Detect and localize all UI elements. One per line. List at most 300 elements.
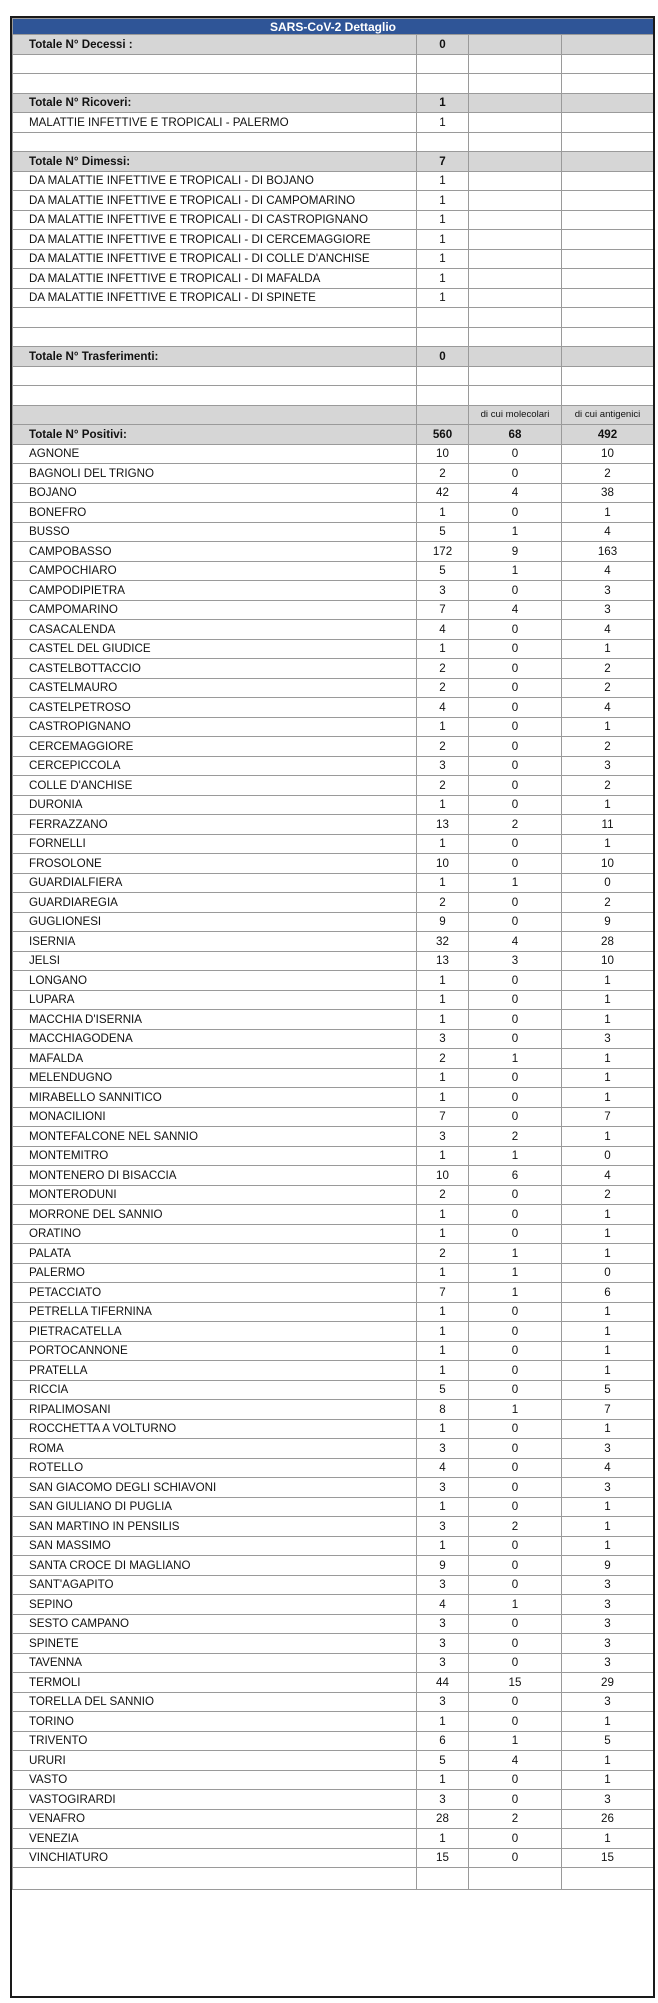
dimessi-item-value: 1	[417, 288, 469, 308]
empty-cell	[417, 1868, 469, 1890]
molecolari-count: 0	[469, 990, 562, 1010]
molecolari-count: 1	[469, 1049, 562, 1069]
molecolari-count: 0	[469, 1634, 562, 1654]
comune-name: MONTENERO DI BISACCIA	[13, 1166, 417, 1186]
empty-cell	[562, 54, 654, 74]
antigenici-count: 1	[562, 1127, 654, 1147]
antigenici-count: 3	[562, 581, 654, 601]
positivi-count: 1	[417, 1010, 469, 1030]
antigenici-count: 4	[562, 522, 654, 542]
empty-cell	[562, 249, 654, 269]
empty-cell	[417, 405, 469, 425]
comune-name: MACCHIA D'ISERNIA	[13, 1010, 417, 1030]
positivi-count: 3	[417, 1575, 469, 1595]
antigenici-count: 1	[562, 1361, 654, 1381]
antigenici-count: 3	[562, 600, 654, 620]
comune-name: VENEZIA	[13, 1829, 417, 1849]
empty-cell	[562, 386, 654, 406]
empty-cell	[469, 1868, 562, 1890]
comune-name: ISERNIA	[13, 932, 417, 952]
molecolari-count: 2	[469, 815, 562, 835]
molecolari-count: 0	[469, 659, 562, 679]
antigenici-count: 3	[562, 1029, 654, 1049]
positivi-label: Totale N° Positivi:	[13, 425, 417, 445]
antigenici-count: 2	[562, 659, 654, 679]
comune-name: VINCHIATURO	[13, 1848, 417, 1868]
comune-name: BOJANO	[13, 483, 417, 503]
table-body	[13, 19, 654, 1890]
table-row	[13, 717, 654, 737]
molecolari-count: 0	[469, 581, 562, 601]
table-row	[13, 1497, 654, 1517]
blank-row	[13, 1868, 654, 1890]
empty-cell	[417, 132, 469, 152]
empty-cell	[562, 366, 654, 386]
empty-cell	[562, 308, 654, 328]
positivi-count: 1	[417, 795, 469, 815]
molecolari-count: 0	[469, 1653, 562, 1673]
comune-name: URURI	[13, 1751, 417, 1771]
positivi-count: 7	[417, 600, 469, 620]
table-row	[13, 581, 654, 601]
antigenici-count: 3	[562, 1595, 654, 1615]
comune-name: MONTEFALCONE NEL SANNIO	[13, 1127, 417, 1147]
trasferimenti-value: 0	[417, 347, 469, 367]
empty-cell	[562, 191, 654, 211]
antigenici-count: 1	[562, 1751, 654, 1771]
molecolari-count: 0	[469, 1497, 562, 1517]
molecolari-count: 1	[469, 1595, 562, 1615]
empty-cell	[562, 93, 654, 113]
antigenici-count: 2	[562, 776, 654, 796]
positivi-antigenici: 492	[562, 425, 654, 445]
ricoveri-total-row	[13, 93, 654, 113]
antigenici-count: 7	[562, 1107, 654, 1127]
comune-name: TERMOLI	[13, 1673, 417, 1693]
empty-cell	[562, 171, 654, 191]
empty-cell	[13, 327, 417, 347]
antigenici-count: 1	[562, 1770, 654, 1790]
table-row	[13, 1790, 654, 1810]
molecolari-count: 1	[469, 873, 562, 893]
empty-cell	[13, 308, 417, 328]
comune-name: ROTELLO	[13, 1458, 417, 1478]
positivi-count: 5	[417, 522, 469, 542]
comune-name: RICCIA	[13, 1380, 417, 1400]
positivi-count: 1	[417, 1770, 469, 1790]
molecolari-count: 0	[469, 756, 562, 776]
positivi-count: 1	[417, 1088, 469, 1108]
comune-name: CAMPODIPIETRA	[13, 581, 417, 601]
antigenici-count: 2	[562, 893, 654, 913]
table-row	[13, 1244, 654, 1264]
antigenici-count: 3	[562, 1614, 654, 1634]
empty-cell	[562, 327, 654, 347]
empty-cell	[469, 152, 562, 172]
positivi-count: 172	[417, 542, 469, 562]
positivi-count: 1	[417, 990, 469, 1010]
empty-cell	[469, 386, 562, 406]
antigenici-count: 15	[562, 1848, 654, 1868]
blank-row	[13, 386, 654, 406]
table-row	[13, 1341, 654, 1361]
dimessi-item-name: DA MALATTIE INFETTIVE E TROPICALI - DI SPINETE	[13, 288, 417, 308]
comune-name: CASTELPETROSO	[13, 698, 417, 718]
table-row	[13, 1068, 654, 1088]
empty-cell	[562, 210, 654, 230]
antigenici-count: 3	[562, 1692, 654, 1712]
comune-name: ROMA	[13, 1439, 417, 1459]
antigenici-count: 4	[562, 1166, 654, 1186]
positivi-count: 1	[417, 717, 469, 737]
molecolari-count: 2	[469, 1809, 562, 1829]
antigenici-count: 1	[562, 1224, 654, 1244]
decessi-total-row	[13, 35, 654, 55]
table-row	[13, 1770, 654, 1790]
positivi-count: 1	[417, 1322, 469, 1342]
comune-name: LONGANO	[13, 971, 417, 991]
antigenici-count: 1	[562, 1517, 654, 1537]
table-row	[13, 1731, 654, 1751]
empty-cell	[562, 230, 654, 250]
antigenici-count: 10	[562, 854, 654, 874]
table-row	[13, 1634, 654, 1654]
molecolari-count: 0	[469, 1302, 562, 1322]
molecolari-count: 0	[469, 1010, 562, 1030]
empty-cell	[417, 308, 469, 328]
positivi-count: 15	[417, 1848, 469, 1868]
dimessi-item-name: DA MALATTIE INFETTIVE E TROPICALI - DI CASTROPIGNANO	[13, 210, 417, 230]
empty-cell	[469, 308, 562, 328]
dimessi-item-value: 1	[417, 269, 469, 289]
comune-name: PRATELLA	[13, 1361, 417, 1381]
comune-name: PORTOCANNONE	[13, 1341, 417, 1361]
comune-name: FROSOLONE	[13, 854, 417, 874]
table-row	[13, 932, 654, 952]
empty-cell	[469, 132, 562, 152]
positivi-count: 1	[417, 1068, 469, 1088]
positivi-count: 1	[417, 1263, 469, 1283]
ricoveri-item-name: MALATTIE INFETTIVE E TROPICALI - PALERMO	[13, 113, 417, 133]
table-row	[13, 1692, 654, 1712]
molecolari-count: 0	[469, 620, 562, 640]
positivi-count: 6	[417, 1731, 469, 1751]
positivi-count: 1	[417, 1829, 469, 1849]
dimessi-item-value: 1	[417, 171, 469, 191]
antigenici-count: 163	[562, 542, 654, 562]
table-row	[13, 1536, 654, 1556]
table-row	[13, 1614, 654, 1634]
table-row	[13, 815, 654, 835]
comune-name: PALATA	[13, 1244, 417, 1264]
molecolari-count: 0	[469, 1790, 562, 1810]
table-row	[13, 522, 654, 542]
table-row	[13, 1127, 654, 1147]
positivi-count: 9	[417, 1556, 469, 1576]
table-row	[13, 1322, 654, 1342]
positivi-count: 3	[417, 581, 469, 601]
positivi-count: 3	[417, 756, 469, 776]
empty-cell	[469, 366, 562, 386]
comune-name: SESTO CAMPANO	[13, 1614, 417, 1634]
antigenici-count: 0	[562, 873, 654, 893]
positivi-count: 3	[417, 1029, 469, 1049]
antigenici-count: 2	[562, 464, 654, 484]
ricoveri-item-value: 1	[417, 113, 469, 133]
table-row	[13, 1517, 654, 1537]
antigenici-count: 3	[562, 1790, 654, 1810]
table-row	[13, 561, 654, 581]
comune-name: CERCEPICCOLA	[13, 756, 417, 776]
molecolari-count: 0	[469, 1107, 562, 1127]
comune-name: TORINO	[13, 1712, 417, 1732]
positivi-count: 1	[417, 639, 469, 659]
empty-cell	[13, 132, 417, 152]
molecolari-count: 0	[469, 1322, 562, 1342]
molecolari-count: 0	[469, 717, 562, 737]
comune-name: PIETRACATELLA	[13, 1322, 417, 1342]
positivi-count: 2	[417, 1244, 469, 1264]
empty-cell	[469, 288, 562, 308]
positivi-count: 1	[417, 1146, 469, 1166]
spreadsheet	[10, 16, 655, 1998]
molecolari-count: 0	[469, 1088, 562, 1108]
blank-row	[13, 366, 654, 386]
molecolari-count: 0	[469, 678, 562, 698]
table-row	[13, 1829, 654, 1849]
comune-name: VASTOGIRARDI	[13, 1790, 417, 1810]
comune-name: CASTELBOTTACCIO	[13, 659, 417, 679]
table-row	[13, 1556, 654, 1576]
positivi-count: 32	[417, 932, 469, 952]
comune-name: GUARDIALFIERA	[13, 873, 417, 893]
positivi-count: 2	[417, 776, 469, 796]
antigenici-count: 1	[562, 1244, 654, 1264]
positivi-count: 10	[417, 444, 469, 464]
comune-name: SANT'AGAPITO	[13, 1575, 417, 1595]
dimessi-item-row	[13, 288, 654, 308]
positivi-count: 3	[417, 1614, 469, 1634]
empty-cell	[469, 191, 562, 211]
antigenici-count: 9	[562, 912, 654, 932]
antigenici-count: 3	[562, 1634, 654, 1654]
antigenici-count: 1	[562, 1068, 654, 1088]
positivi-count: 1	[417, 1302, 469, 1322]
antigenici-count: 1	[562, 717, 654, 737]
comune-name: SAN GIULIANO DI PUGLIA	[13, 1497, 417, 1517]
antigenici-count: 0	[562, 1263, 654, 1283]
table-row	[13, 776, 654, 796]
antigenici-count: 10	[562, 951, 654, 971]
molecolari-count: 1	[469, 1731, 562, 1751]
table-row	[13, 1653, 654, 1673]
molecolari-count: 0	[469, 1556, 562, 1576]
table-row	[13, 600, 654, 620]
molecolari-count: 2	[469, 1127, 562, 1147]
positivi-count: 3	[417, 1517, 469, 1537]
dimessi-item-row	[13, 171, 654, 191]
molecolari-count: 0	[469, 1068, 562, 1088]
positivi-count: 1	[417, 1224, 469, 1244]
positivi-count: 2	[417, 893, 469, 913]
table-row	[13, 678, 654, 698]
antigenici-count: 1	[562, 639, 654, 659]
table-row	[13, 990, 654, 1010]
comune-name: RIPALIMOSANI	[13, 1400, 417, 1420]
molecolari-count: 0	[469, 1692, 562, 1712]
positivi-header-row	[13, 405, 654, 425]
empty-cell	[469, 171, 562, 191]
empty-cell	[469, 327, 562, 347]
table-row	[13, 1302, 654, 1322]
antigenici-count: 2	[562, 1185, 654, 1205]
ricoveri-label: Totale N° Ricoveri:	[13, 93, 417, 113]
molecolari-count: 0	[469, 639, 562, 659]
empty-cell	[13, 366, 417, 386]
positivi-count: 2	[417, 1185, 469, 1205]
positivi-count: 3	[417, 1127, 469, 1147]
molecolari-count: 6	[469, 1166, 562, 1186]
table-row	[13, 1029, 654, 1049]
positivi-count: 10	[417, 1166, 469, 1186]
positivi-count: 3	[417, 1634, 469, 1654]
molecolari-count: 0	[469, 971, 562, 991]
table-row	[13, 795, 654, 815]
comune-name: TAVENNA	[13, 1653, 417, 1673]
table-row	[13, 464, 654, 484]
positivi-count: 1	[417, 834, 469, 854]
comune-name: VASTO	[13, 1770, 417, 1790]
positivi-count: 3	[417, 1439, 469, 1459]
antigenici-count: 1	[562, 1829, 654, 1849]
molecolari-count: 0	[469, 1848, 562, 1868]
positivi-total: 560	[417, 425, 469, 445]
empty-cell	[469, 54, 562, 74]
empty-cell	[562, 113, 654, 133]
dimessi-item-value: 1	[417, 230, 469, 250]
antigenici-count: 1	[562, 834, 654, 854]
molecolari-count: 0	[469, 503, 562, 523]
positivi-count: 1	[417, 1341, 469, 1361]
empty-cell	[417, 366, 469, 386]
comune-name: CERCEMAGGIORE	[13, 737, 417, 757]
antigenici-count: 1	[562, 1302, 654, 1322]
comune-name: JELSI	[13, 951, 417, 971]
molecolari-count: 0	[469, 893, 562, 913]
blank-row	[13, 308, 654, 328]
empty-cell	[417, 327, 469, 347]
molecolari-count: 0	[469, 698, 562, 718]
positivi-count: 4	[417, 1458, 469, 1478]
molecolari-count: 2	[469, 1517, 562, 1537]
comune-name: CAMPOCHIARO	[13, 561, 417, 581]
empty-cell	[562, 35, 654, 55]
positivi-count: 42	[417, 483, 469, 503]
dimessi-item-name: DA MALATTIE INFETTIVE E TROPICALI - DI COLLE D'ANCHISE	[13, 249, 417, 269]
table-row	[13, 1049, 654, 1069]
molecolari-count: 0	[469, 912, 562, 932]
molecolari-count: 0	[469, 1185, 562, 1205]
molecolari-count: 0	[469, 1536, 562, 1556]
comune-name: CASTELMAURO	[13, 678, 417, 698]
molecolari-count: 4	[469, 932, 562, 952]
antigenici-count: 5	[562, 1731, 654, 1751]
empty-cell	[562, 132, 654, 152]
molecolari-count: 1	[469, 1400, 562, 1420]
comune-name: CAMPOBASSO	[13, 542, 417, 562]
empty-cell	[469, 93, 562, 113]
molecolari-count: 1	[469, 1146, 562, 1166]
table-row	[13, 503, 654, 523]
molecolari-count: 0	[469, 834, 562, 854]
antigenici-count: 4	[562, 620, 654, 640]
antigenici-count: 4	[562, 561, 654, 581]
molecolari-count: 4	[469, 1751, 562, 1771]
antigenici-count: 3	[562, 1478, 654, 1498]
table-row	[13, 854, 654, 874]
table-row	[13, 951, 654, 971]
dimessi-item-row	[13, 249, 654, 269]
comune-name: MAFALDA	[13, 1049, 417, 1069]
comune-name: SAN MASSIMO	[13, 1536, 417, 1556]
molecolari-count: 9	[469, 542, 562, 562]
empty-cell	[562, 269, 654, 289]
empty-cell	[562, 1868, 654, 1890]
table-row	[13, 1205, 654, 1225]
antigenici-count: 1	[562, 1536, 654, 1556]
molecolari-count: 3	[469, 951, 562, 971]
table-row	[13, 1751, 654, 1771]
molecolari-count: 0	[469, 1361, 562, 1381]
molecolari-count: 0	[469, 1029, 562, 1049]
trasferimenti-total-row	[13, 347, 654, 367]
comune-name: SPINETE	[13, 1634, 417, 1654]
comune-name: MORRONE DEL SANNIO	[13, 1205, 417, 1225]
comune-name: PALERMO	[13, 1263, 417, 1283]
molecolari-header: di cui molecolari	[469, 405, 562, 425]
comune-name: CASACALENDA	[13, 620, 417, 640]
comune-name: MONACILIONI	[13, 1107, 417, 1127]
positivi-count: 8	[417, 1400, 469, 1420]
positivi-count: 2	[417, 464, 469, 484]
antigenici-count: 38	[562, 483, 654, 503]
molecolari-count: 0	[469, 1224, 562, 1244]
empty-cell	[562, 152, 654, 172]
molecolari-count: 0	[469, 776, 562, 796]
dimessi-item-row	[13, 191, 654, 211]
table-row	[13, 1400, 654, 1420]
positivi-count: 5	[417, 561, 469, 581]
molecolari-count: 0	[469, 1419, 562, 1439]
dimessi-item-name: DA MALATTIE INFETTIVE E TROPICALI - DI CERCEMAGGIORE	[13, 230, 417, 250]
table-row	[13, 620, 654, 640]
antigenici-count: 1	[562, 971, 654, 991]
trasferimenti-label: Totale N° Trasferimenti:	[13, 347, 417, 367]
positivi-count: 1	[417, 873, 469, 893]
empty-cell	[417, 386, 469, 406]
positivi-count: 4	[417, 698, 469, 718]
positivi-count: 9	[417, 912, 469, 932]
empty-cell	[417, 54, 469, 74]
table-row	[13, 1283, 654, 1303]
blank-row	[13, 74, 654, 94]
comune-name: SANTA CROCE DI MAGLIANO	[13, 1556, 417, 1576]
molecolari-count: 0	[469, 1380, 562, 1400]
molecolari-count: 0	[469, 854, 562, 874]
molecolari-count: 0	[469, 1712, 562, 1732]
molecolari-count: 0	[469, 795, 562, 815]
table-row	[13, 1478, 654, 1498]
